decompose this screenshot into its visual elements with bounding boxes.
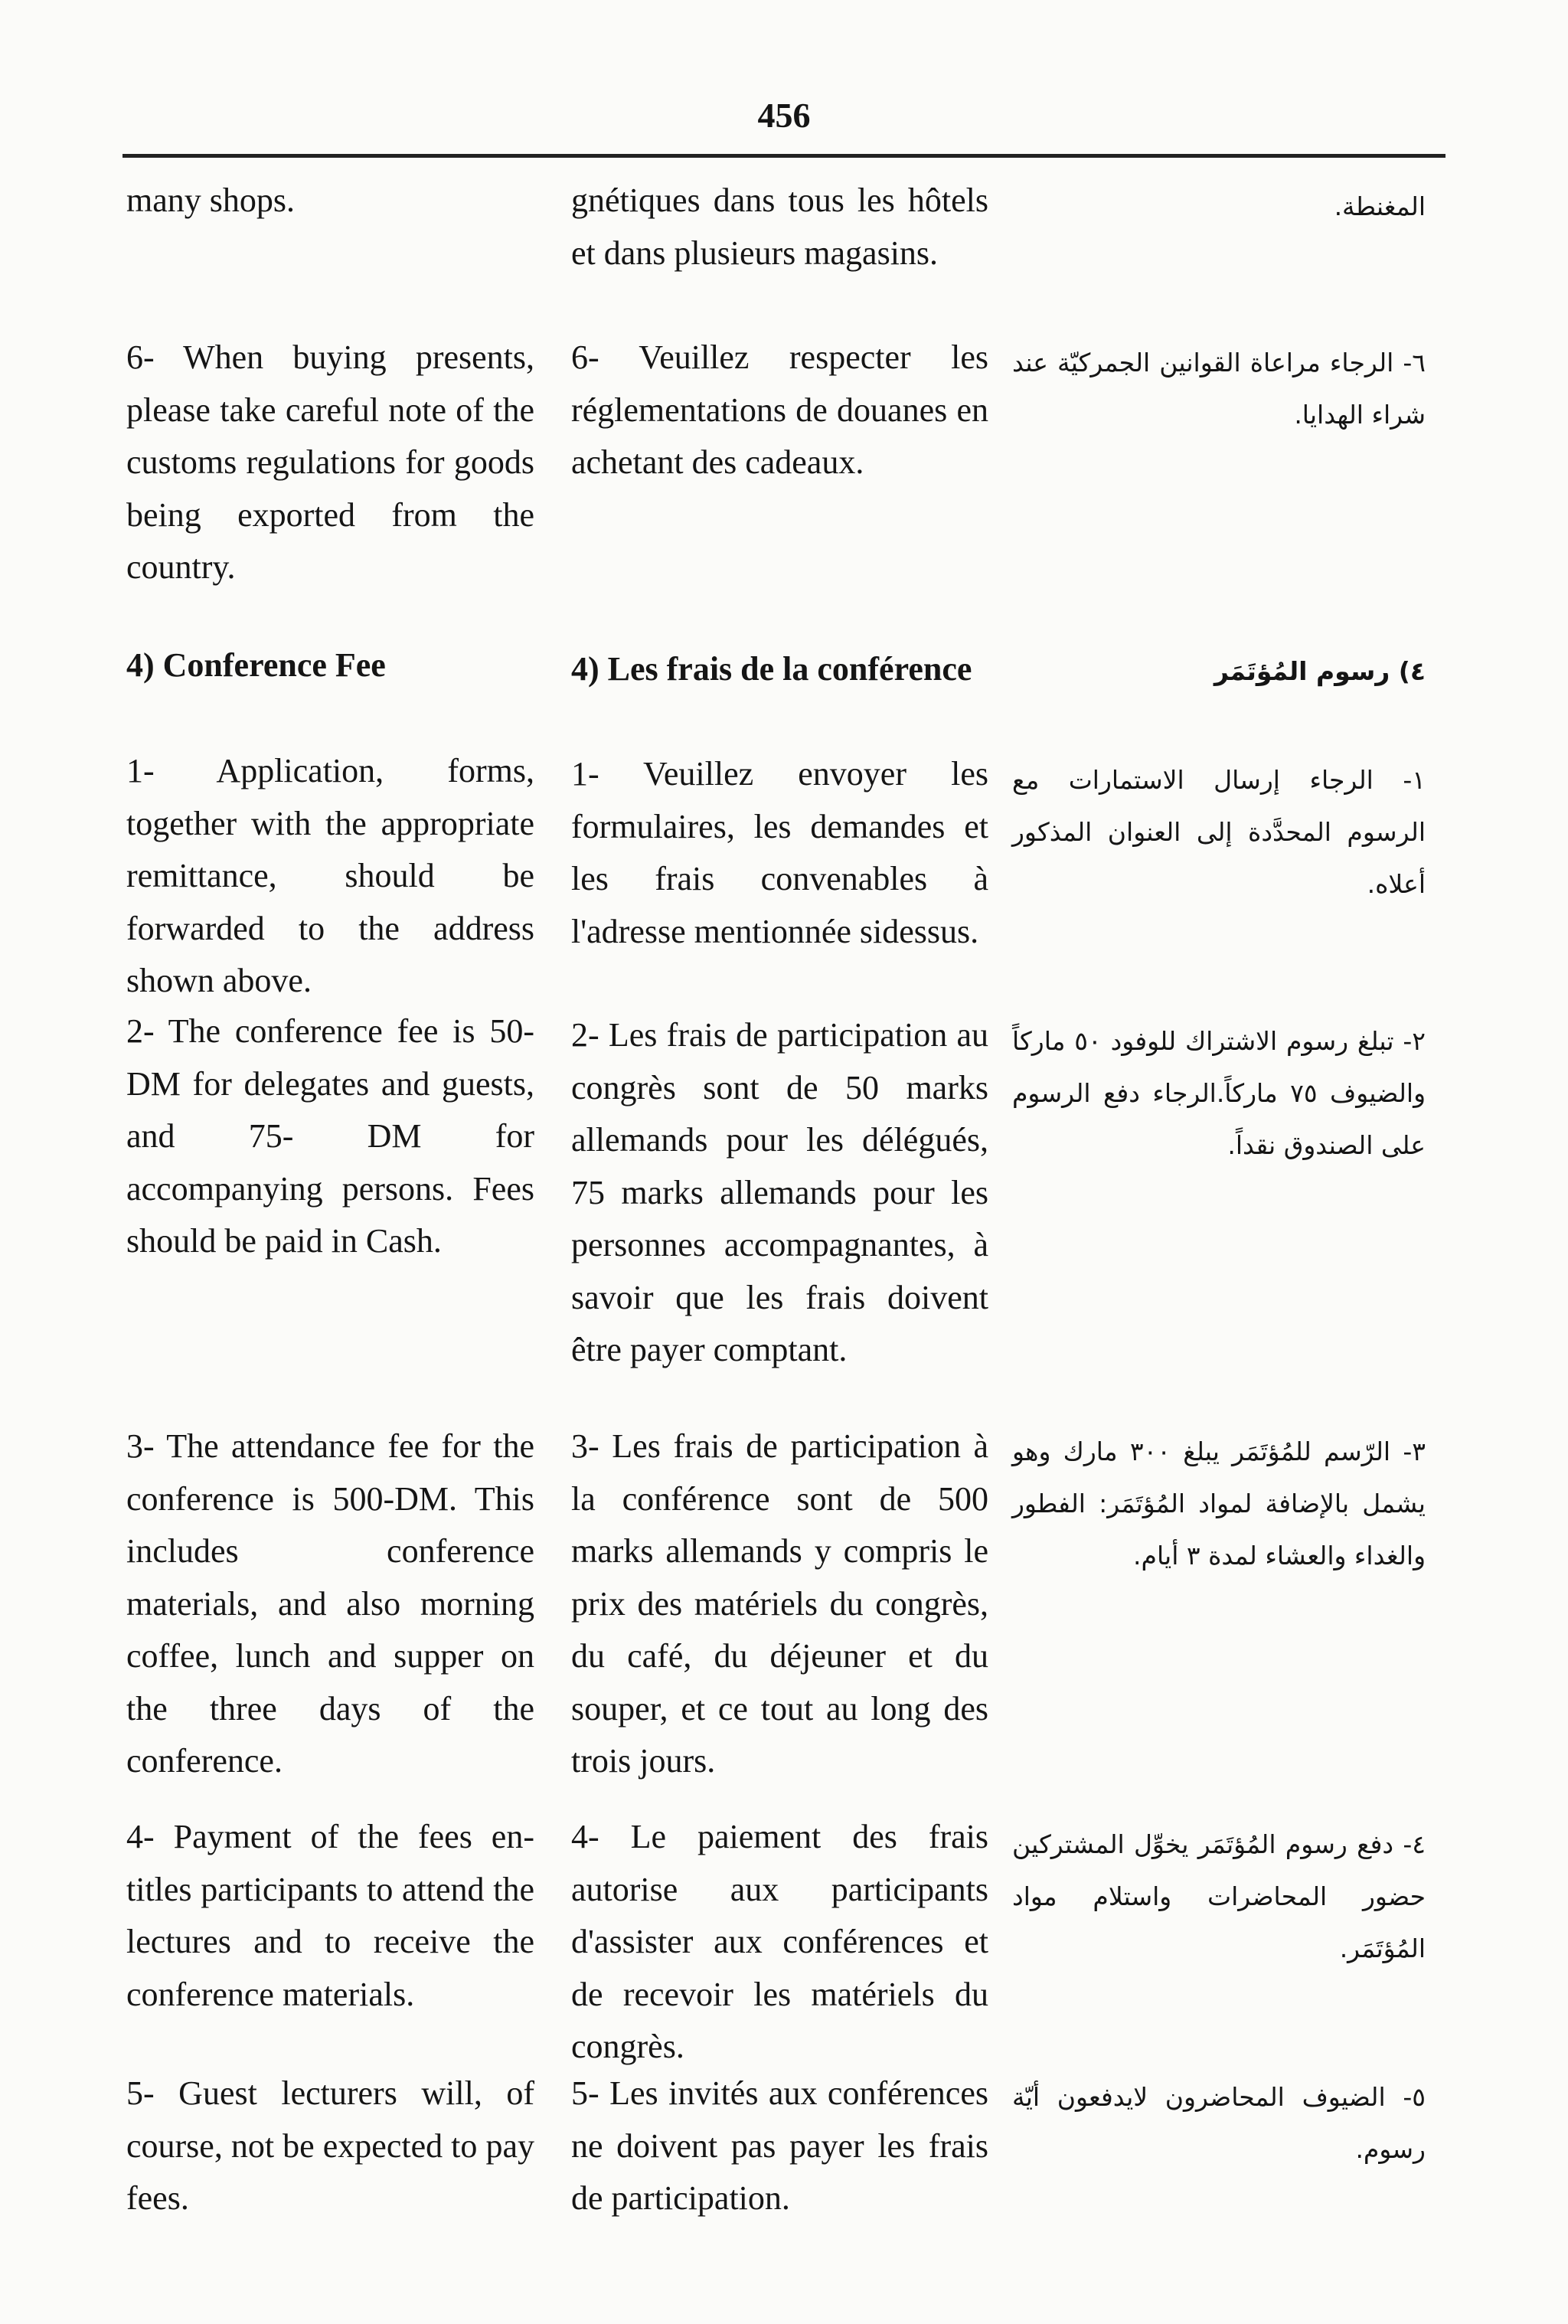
header-rule — [122, 154, 1446, 158]
ar-item-4: ٤- دفع رسوم المُؤتَمَر يخوِّل المشتركين حضور المحاضرات واستلام مواد المُؤتَمَر. — [1012, 1829, 1426, 1963]
ar-paragraph-customs: ٦- الرجاء مراعاة القوانين الجمركيّة عند شراء الهدايا. — [1012, 348, 1426, 430]
en-item-3: 3- The attendance fee for the conference is 500-DM. This includes conference materials, and also morning coffee, lunch and supper on the three days of the conference. — [126, 1427, 534, 1780]
ar-item-3: ٣- الرّسم للمُؤتَمَر يبلغ ٣٠٠ مارك وهو يشمل بالإضافة لمواد المُؤتَمَر: الفطور والغداء والعشاء لمدة ٣ أيام. — [1012, 1437, 1426, 1571]
ar-item-1: ١- الرجاء إرسال الاستمارات مع الرسوم المحدَّدة إلى العنوان المذكور أعلاه. — [1012, 765, 1426, 899]
fr-item-3: 3- Les frais de participation à la conférence sont de 500 marks allemands y compris le prix des matériels du congrès, du café, du déjeuner et du souper, et ce tout au long des trois jours. — [571, 1427, 988, 1780]
fr-item-4: 4- Le paiement des frais autorise aux participants d'assister aux conférences et de recevoir les matériels du congrès. — [571, 1818, 988, 2065]
page-number: 456 — [757, 96, 811, 135]
fr-item-1: 1- Veuillez envoyer les formulaires, les demandes et les frais convenables à l'adresse mentionnée sidessus. — [571, 755, 988, 950]
en-section-heading: 4) Conference Fee — [126, 646, 386, 684]
ar-section-heading: ٤) رسوم المُؤتَمَر — [1214, 656, 1426, 686]
fr-item-5: 5- Les invités aux conférences ne doivent pas payer les frais de participation. — [571, 2074, 988, 2217]
en-item-2: 2- The conference fee is 50- DM for delegates and guests, and 75- DM for accompanying persons. Fees should be paid in Cash. — [126, 1012, 534, 1260]
ar-item-5: ٥- الضيوف المحاضرون لايدفعون أيّة رسوم. — [1012, 2082, 1426, 2164]
fr-section-heading: 4) Les frais de la conférence — [571, 650, 972, 688]
en-item-5: 5- Guest lecturers will, of course, not be expected to pay fees. — [126, 2074, 534, 2217]
fr-paragraph-customs: 6- Veuillez respecter les réglementations de douanes en achetant des cadeaux. — [571, 338, 988, 481]
en-item-4: 4- Payment of the fees en-titles participants to attend the lectures and to receive the conference materials. — [126, 1818, 534, 2013]
en-item-1: 1- Application, forms, together with the appropriate remittance, should be forwarded to the address shown above. — [126, 752, 534, 999]
fr-paragraph-magnetic: gnétiques dans tous les hôtels et dans plusieurs magasins. — [571, 181, 988, 272]
ar-item-2: ٢- تبلغ رسوم الاشتراك للوفود ٥٠ ماركاً والضيوف ٧٥ ماركاً.الرجاء دفع الرسوم على الصندوق نقداً. — [1012, 1026, 1426, 1160]
en-paragraph-shops: many shops. — [126, 181, 295, 219]
ar-paragraph-magnetic: المغنطة. — [1334, 191, 1426, 221]
fr-item-2: 2- Les frais de participation au congrès sont de 50 marks allemands pour les délégués, 75 marks allemands pour les personnes accompagnantes, à savoir que les frais doivent être payer comptant. — [571, 1016, 988, 1368]
en-paragraph-customs: 6- When buying presents, please take careful note of the customs regulations for goods being exported from the country. — [126, 338, 534, 586]
